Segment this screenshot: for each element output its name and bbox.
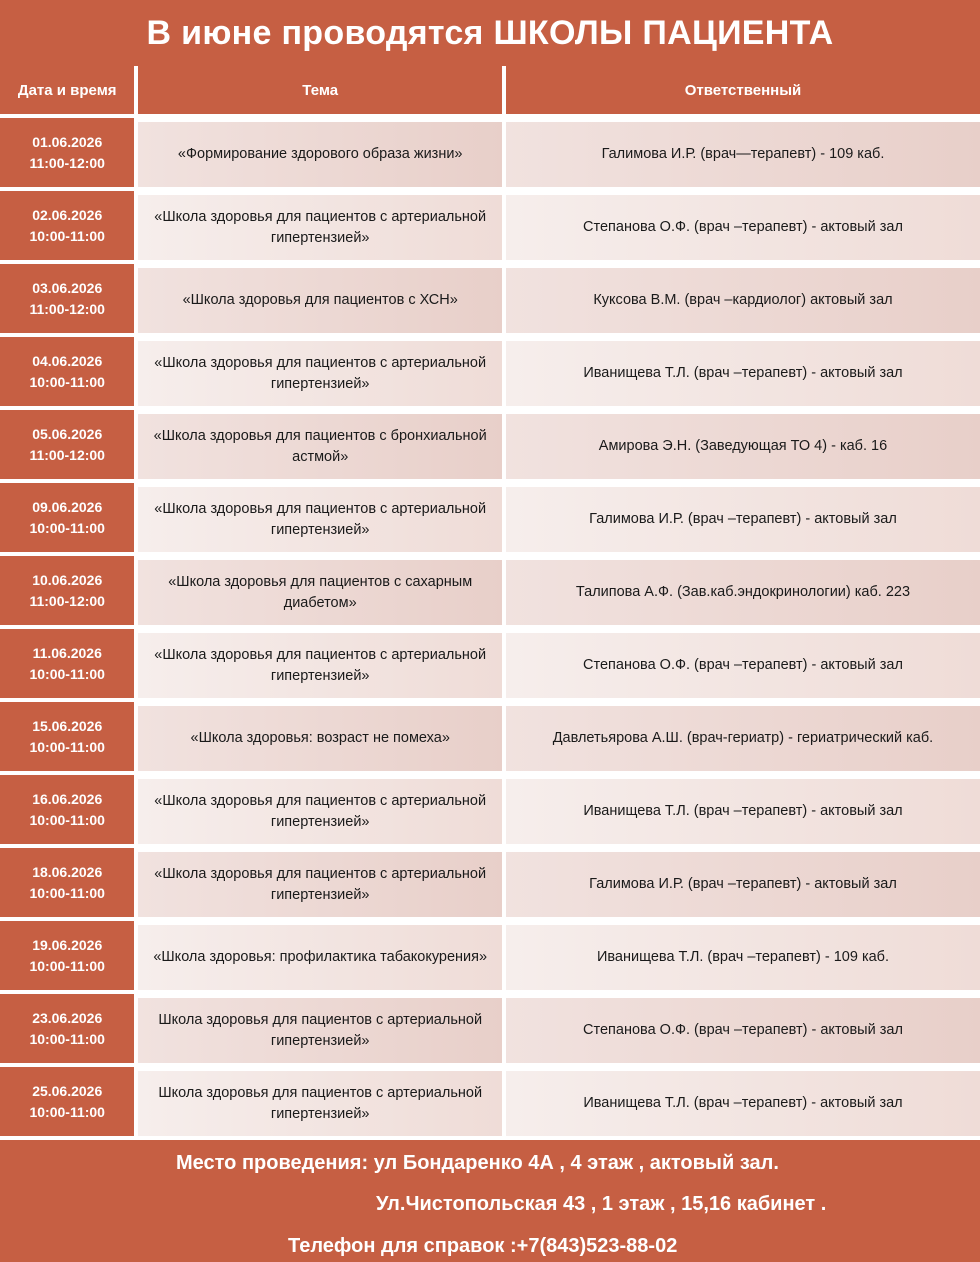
topic-cell [138, 629, 502, 702]
table-body [0, 118, 980, 1140]
responsible-text: Давлетьярова А.Ш. (врач-гериатр) - гериатрический каб. [552, 730, 934, 746]
time-value: 10:00-11:00 [29, 227, 105, 244]
topic-cell [138, 264, 502, 337]
responsible-cell [506, 191, 980, 264]
table-row [0, 775, 980, 848]
responsible-text: Степанова О.Ф. (врач –терапевт) - актовый зал [583, 1022, 903, 1038]
topic-text: «Школа здоровья для пациентов с сахарным диабетом» [168, 573, 473, 611]
table-row [0, 264, 980, 337]
topic-text: «Школа здоровья для пациентов с бронхиальной астмой» [153, 427, 487, 465]
table-row [0, 191, 980, 264]
time-value: 11:00-12:00 [29, 592, 105, 609]
topic-cell [138, 483, 502, 556]
schedule-table [0, 66, 980, 1140]
date-value: 15.06.2026 [32, 717, 103, 734]
topic-cell [138, 1067, 502, 1140]
time-value: 10:00-11:00 [29, 884, 105, 901]
responsible-cell [506, 337, 980, 410]
date-value: 05.06.2026 [32, 425, 103, 442]
date-value: 09.06.2026 [32, 498, 103, 515]
responsible-text: Степанова О.Ф. (врач –терапевт) - актовый зал [583, 219, 903, 235]
topic-cell [138, 921, 502, 994]
date-value: 19.06.2026 [32, 936, 103, 953]
date-cell [0, 337, 134, 410]
date-cell [0, 775, 134, 848]
responsible-cell [506, 1067, 980, 1140]
responsible-cell [506, 118, 980, 191]
responsible-cell [506, 410, 980, 483]
date-cell [0, 921, 134, 994]
time-value: 10:00-11:00 [29, 519, 105, 536]
responsible-cell [506, 921, 980, 994]
topic-cell [138, 775, 502, 848]
topic-text: «Школа здоровья для пациентов с артериальной гипертензией» [154, 354, 487, 392]
responsible-text: Галимова И.Р. (врач –терапевт) - актовый зал [589, 511, 897, 527]
topic-cell [138, 994, 502, 1067]
table-row [0, 1067, 980, 1140]
table-row [0, 118, 980, 191]
date-cell [0, 264, 134, 337]
responsible-text: Иванищева Т.Л. (врач –терапевт) - актовый зал [583, 1095, 903, 1111]
topic-text: «Школа здоровья: возраст не помеха» [190, 730, 450, 746]
topic-text: «Формирование здорового образа жизни» [177, 146, 463, 162]
header-responsible: Ответственный [506, 66, 980, 114]
responsible-text: Иванищева Т.Л. (врач –терапевт) - актовый зал [583, 365, 903, 381]
topic-text: Школа здоровья для пациентов с артериальной гипертензией» [158, 1011, 483, 1049]
table-row [0, 994, 980, 1067]
date-value: 10.06.2026 [32, 571, 103, 588]
topic-text: «Школа здоровья: профилактика табакокурения» [153, 949, 488, 965]
time-value: 10:00-11:00 [29, 373, 105, 390]
date-value: 23.06.2026 [32, 1009, 103, 1026]
date-value: 11.06.2026 [32, 644, 102, 661]
date-cell [0, 410, 134, 483]
responsible-text: Куксова В.М. (врач –кардиолог) актовый зал [593, 292, 893, 308]
responsible-text: Амирова Э.Н. (Заведующая ТО 4) - каб. 16 [598, 438, 888, 454]
table-row [0, 483, 980, 556]
topic-cell [138, 556, 502, 629]
time-value: 11:00-12:00 [29, 446, 105, 463]
time-value: 11:00-12:00 [29, 300, 105, 317]
header-date: Дата и время [0, 66, 134, 114]
date-value: 04.06.2026 [32, 352, 103, 369]
topic-text: «Школа здоровья для пациентов с артериальной гипертензией» [154, 208, 487, 246]
responsible-cell [506, 702, 980, 775]
table-row [0, 702, 980, 775]
responsible-text: Иванищева Т.Л. (врач –терапевт) - актовый зал [583, 803, 903, 819]
date-cell [0, 1067, 134, 1140]
responsible-text: Галимова И.Р. (врач—терапевт) - 109 каб. [601, 146, 885, 162]
date-value: 01.06.2026 [32, 133, 103, 150]
venue-line-2: Ул.Чистопольская 43 , 1 этаж , 15,16 кабинет . [376, 1193, 827, 1215]
time-value: 10:00-11:00 [29, 1030, 105, 1047]
date-cell [0, 483, 134, 556]
table-row [0, 337, 980, 410]
table-row [0, 921, 980, 994]
responsible-cell [506, 775, 980, 848]
header-topic: Тема [138, 66, 502, 114]
date-cell [0, 191, 134, 264]
topic-text: «Школа здоровья для пациентов с артериальной гипертензией» [154, 500, 487, 538]
page-title: В июне проводятся ШКОЛЫ ПАЦИЕНТА [146, 14, 834, 52]
responsible-cell [506, 994, 980, 1067]
topic-cell [138, 848, 502, 921]
responsible-text: Степанова О.Ф. (врач –терапевт) - актовый зал [583, 657, 903, 673]
date-value: 18.06.2026 [32, 863, 103, 880]
date-value: 03.06.2026 [32, 279, 103, 296]
topic-cell [138, 118, 502, 191]
time-value: 10:00-11:00 [29, 811, 105, 828]
responsible-cell [506, 264, 980, 337]
date-cell [0, 629, 134, 702]
table-row [0, 556, 980, 629]
date-cell [0, 848, 134, 921]
date-cell [0, 556, 134, 629]
responsible-cell [506, 483, 980, 556]
topic-text: Школа здоровья для пациентов с артериальной гипертензией» [158, 1084, 483, 1122]
responsible-text: Галимова И.Р. (врач –терапевт) - актовый зал [589, 876, 897, 892]
topic-text: «Школа здоровья для пациентов с ХСН» [182, 292, 458, 308]
responsible-text: Талипова А.Ф. (Зав.каб.эндокринологии) каб. 223 [575, 584, 911, 600]
date-cell [0, 702, 134, 775]
responsible-cell [506, 848, 980, 921]
topic-text: «Школа здоровья для пациентов с артериальной гипертензией» [154, 865, 487, 903]
time-value: 11:00-12:00 [29, 154, 105, 171]
table-header [0, 66, 980, 118]
date-cell [0, 994, 134, 1067]
table-row [0, 629, 980, 702]
time-value: 10:00-11:00 [29, 957, 105, 974]
date-value: 02.06.2026 [32, 206, 103, 223]
topic-text: «Школа здоровья для пациентов с артериальной гипертензией» [154, 792, 487, 830]
responsible-text: Иванищева Т.Л. (врач –терапевт) - 109 каб. [596, 949, 889, 965]
table-row [0, 848, 980, 921]
topic-cell [138, 702, 502, 775]
venue-line-1: Место проведения: ул Бондаренко 4А , 4 этаж , актовый зал. [176, 1152, 779, 1174]
time-value: 10:00-11:00 [29, 1103, 105, 1120]
footer-info [0, 1140, 980, 1262]
responsible-cell [506, 556, 980, 629]
table-row [0, 410, 980, 483]
phone-line: Телефон для справок :+7(843)523-88-02 [288, 1235, 678, 1257]
topic-text: «Школа здоровья для пациентов с артериальной гипертензией» [154, 646, 487, 684]
time-value: 10:00-11:00 [29, 665, 105, 682]
responsible-cell [506, 629, 980, 702]
date-cell [0, 118, 134, 191]
date-value: 16.06.2026 [32, 790, 103, 807]
time-value: 10:00-11:00 [29, 738, 105, 755]
topic-cell [138, 191, 502, 264]
topic-cell [138, 337, 502, 410]
topic-cell [138, 410, 502, 483]
date-value: 25.06.2026 [32, 1082, 103, 1099]
